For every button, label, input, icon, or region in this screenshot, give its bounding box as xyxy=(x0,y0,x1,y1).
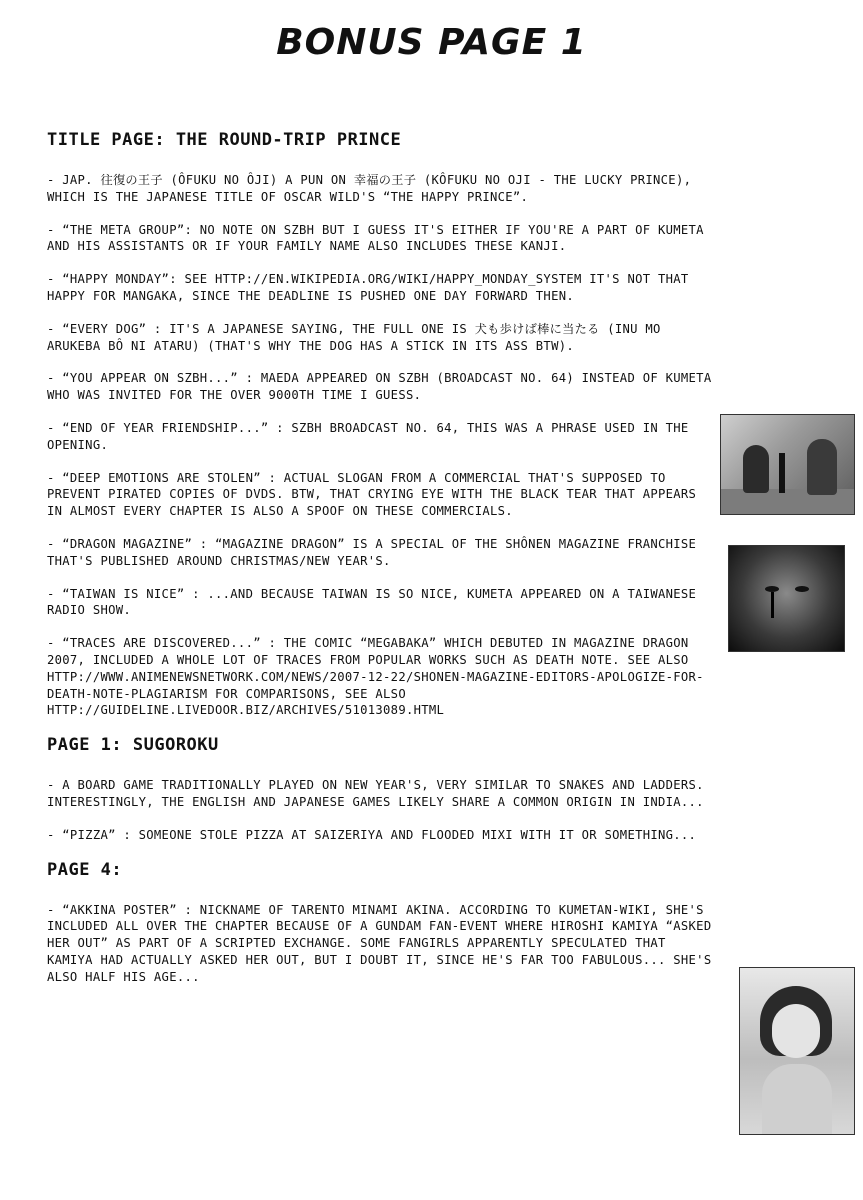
note-paragraph: - “YOU APPEAR ON SZBH...” : MAEDA APPEARED ON SZBH (BROADCAST NO. 64) INSTEAD OF KUMETA WHO WAS INVITED FOR THE OVER 9000TH TIME I GUESS. xyxy=(47,371,712,403)
section-heading: PAGE 1: SUGOROKU xyxy=(47,735,219,756)
person-figure xyxy=(743,445,769,493)
note-paragraph: - “EVERY DOG” : IT'S A JAPANESE SAYING, THE FULL ONE IS 犬も歩けば棒に当たる (INU MO ARUKEBA BÔ NI ATARU) (THAT'S WHY THE DOG HAS A STICK IN ITS ASS BTW). xyxy=(47,321,661,353)
face-shape xyxy=(772,1004,820,1058)
crying-face-photo xyxy=(728,545,845,652)
microphone-shape xyxy=(779,453,785,493)
section-heading: PAGE 4: xyxy=(47,859,123,880)
note-paragraph: - JAP. 往復の王子 (ÔFUKU NO ÔJI) A PUN ON 幸福の王子 (KÔFUKU NO OJI - THE LUCKY PRINCE), WHICH IS THE JAPANESE TITLE OF OSCAR WILD'S “THE HAPPY PRINCE”. xyxy=(47,173,692,204)
body-shape xyxy=(762,1064,832,1134)
note-paragraph: - “TAIWAN IS NICE” : ...AND BECAUSE TAIWAN IS SO NICE, KUMETA APPEARED ON A TAIWANESE RADIO SHOW. xyxy=(47,586,697,618)
radio-studio-photo xyxy=(720,414,855,515)
note-paragraph: - “AKKINA POSTER” : NICKNAME OF TARENTO MINAMI AKINA. ACCORDING TO KUMETAN-WIKI, SHE'S INCLUDED ALL OVER THE CHAPTER BECAUSE OF A GUNDAM FAN-EVENT WHERE HIROSHI KAMIYA “ASKED HER OUT” AS PART OF A SCRIPTED EXCHANGE. SOME FANGIRLS APPARENTLY SPECULATED THAT KAMIYA HAD ACTUALLY ASKED HER OUT, BUT I DOUBT IT, SINCE HE'S FAR TOO FABULOUS... SHE'S ALSO HALF HIS AGE... xyxy=(47,902,712,984)
note-paragraph: - A BOARD GAME TRADITIONALLY PLAYED ON NEW YEAR'S, VERY SIMILAR TO SNAKES AND LADDERS. INTERESTINGLY, THE ENGLISH AND JAPANESE GAMES LIKELY SHARE A COMMON ORIGIN IN INDIA... xyxy=(47,778,704,809)
page-title: BONUS PAGE 1 xyxy=(276,22,587,63)
person-figure xyxy=(807,439,837,495)
note-paragraph: - “DEEP EMOTIONS ARE STOLEN” : ACTUAL SLOGAN FROM A COMMERCIAL THAT'S SUPPOSED TO PREVENT PIRATED COPIES OF DVDS. BTW, THAT CRYING EYE WITH THE BLACK TEAR THAT APPEARS IN ALMOST EVERY CHAPTER IS ALSO A SPOOF ON THESE COMMERCIALS. xyxy=(47,470,697,519)
note-paragraph: - “PIZZA” : SOMEONE STOLE PIZZA AT SAIZERIYA AND FLOODED MIXI WITH IT OR SOMETHING... xyxy=(47,827,697,842)
note-paragraph: - “THE META GROUP”: NO NOTE ON SZBH BUT I GUESS IT'S EITHER IF YOU'RE A PART OF KUMETA AND HIS ASSISTANTS OR IF YOUR FAMILY NAME ALSO INCLUDES THESE KANJI. xyxy=(47,222,704,254)
notes-content xyxy=(47,130,719,1002)
note-paragraph: - “DRAGON MAGAZINE” : “MAGAZINE DRAGON” IS A SPECIAL OF THE SHÔNEN MAGAZINE FRANCHISE THAT'S PUBLISHED AROUND CHRISTMAS/NEW YEAR'S. xyxy=(47,536,697,568)
section-heading: TITLE PAGE: THE ROUND-TRIP PRINCE xyxy=(47,130,402,150)
portrait-photo xyxy=(739,967,855,1135)
note-paragraph: - “HAPPY MONDAY”: SEE HTTP://EN.WIKIPEDIA.ORG/WIKI/HAPPY_MONDAY_SYSTEM IT'S NOT THAT HAPPY FOR MANGAKA, SINCE THE DEADLINE IS PUSHED ONE DAY FORWARD THEN. xyxy=(47,272,689,303)
note-paragraph: - “END OF YEAR FRIENDSHIP...” : SZBH BROADCAST NO. 64, THIS WAS A PHRASE USED IN THE OPENING. xyxy=(47,420,689,452)
note-paragraph: - “TRACES ARE DISCOVERED...” : THE COMIC “MEGABAKA” WHICH DEBUTED IN MAGAZINE DRAGON 2007, INCLUDED A WHOLE LOT OF TRACES FROM POPULAR WORKS SUCH AS DEATH NOTE. SEE ALSO HTTP://WWW.ANIMENEWSNETWORK.COM/NEWS/2007-12-22/SHONEN-MAGAZINE-EDITORS-APOLOGIZE-FOR-DEATH-NOTE-PLAGIARISM FOR COMPARISONS, SEE ALSO HTTP://GUIDELINE.LIVEDOOR.BIZ/ARCHIVES/51013089.HTML xyxy=(47,636,704,718)
black-tear-shape xyxy=(771,592,774,618)
eye-shape xyxy=(795,586,809,592)
